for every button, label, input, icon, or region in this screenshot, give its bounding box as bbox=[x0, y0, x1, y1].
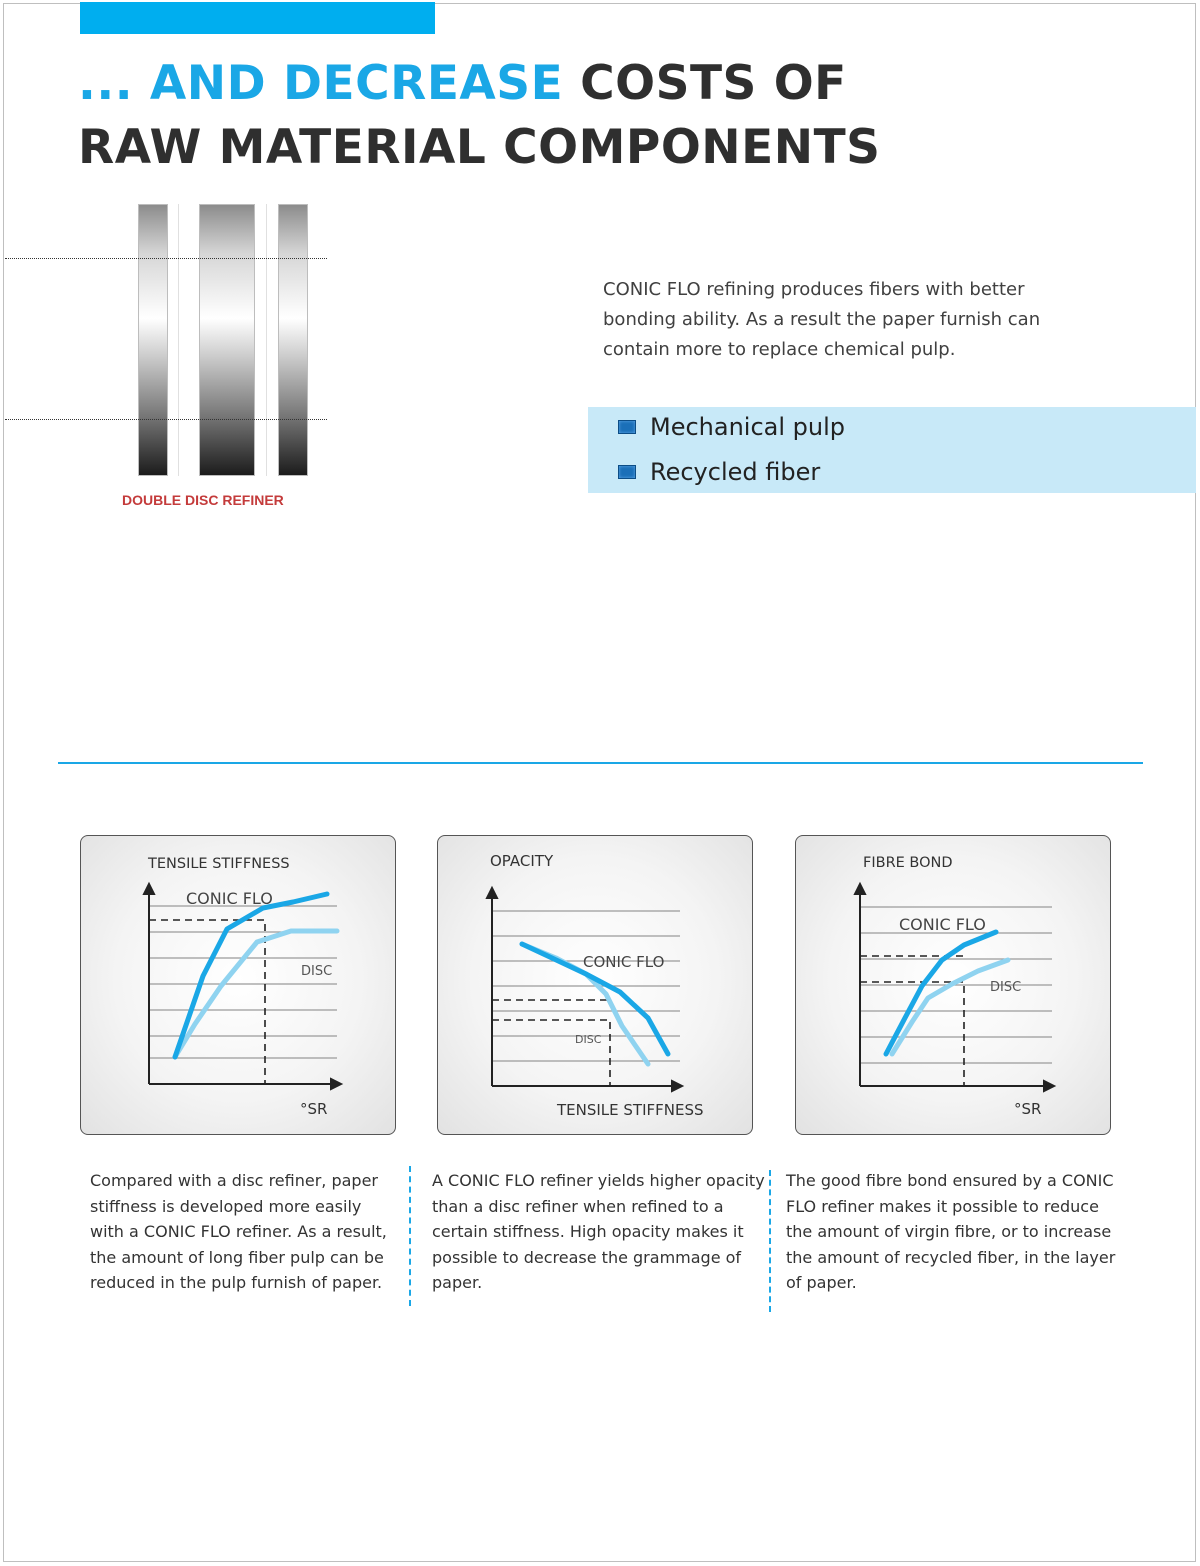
series-label-conic-flo: CONIC FLO bbox=[899, 915, 986, 934]
caption-opacity: A CONIC FLO refiner yields higher opacity than a disc refiner when refined to a certain stiffness. High opacity makes it possible to decrease the grammage of paper. bbox=[432, 1171, 765, 1292]
benefit-label: Mechanical pulp bbox=[650, 413, 846, 441]
dotted-guide-line bbox=[5, 419, 327, 420]
title-rest: COSTS OF bbox=[580, 56, 847, 111]
dashed-column-divider bbox=[409, 1166, 411, 1306]
y-axis-label: TENSILE STIFFNESS bbox=[148, 856, 290, 872]
chart-tensile-stiffness bbox=[80, 835, 396, 1135]
title-accent: ... AND DECREASE bbox=[78, 56, 564, 111]
page-title bbox=[78, 52, 881, 180]
x-axis-label: °SR bbox=[300, 1100, 328, 1118]
benefits-box bbox=[588, 407, 1196, 493]
refiner-gap-line bbox=[266, 204, 267, 476]
chart-fibre-bond bbox=[795, 835, 1111, 1135]
series-label-conic-flo: CONIC FLO bbox=[583, 953, 665, 971]
dashed-column-divider bbox=[769, 1170, 771, 1312]
dotted-guide-line bbox=[5, 258, 327, 259]
chart-1-svg bbox=[81, 836, 396, 1135]
refiner-gap-line bbox=[178, 204, 179, 476]
intro-paragraph: CONIC FLO refining produces fibers with better bonding ability. As a result the paper furnish can contain more to replace chemical pulp. bbox=[603, 279, 1041, 360]
x-axis-label: °SR bbox=[1014, 1100, 1042, 1118]
y-axis-label: FIBRE BOND bbox=[863, 855, 953, 871]
chart-3-svg bbox=[796, 836, 1111, 1135]
refiner-disc-left bbox=[138, 204, 168, 476]
chart-2-svg bbox=[438, 836, 753, 1135]
blue-square-bullet-icon bbox=[618, 420, 636, 434]
top-accent-bar bbox=[80, 2, 435, 34]
benefit-label: Recycled fiber bbox=[650, 458, 821, 486]
y-axis-label: OPACITY bbox=[490, 852, 554, 870]
title-line-2: RAW MATERIAL COMPONENTS bbox=[78, 120, 881, 175]
benefit-item bbox=[618, 458, 820, 486]
series-label-disc: DISC bbox=[301, 964, 333, 979]
series-label-disc: DISC bbox=[990, 980, 1022, 995]
chart-opacity bbox=[437, 835, 753, 1135]
caption-fibre-bond: The good fibre bond ensured by a CONIC FLO refiner makes it possible to reduce the amount of virgin fibre, or to increase the amount of recycled fiber, in the layer of paper. bbox=[786, 1171, 1116, 1292]
series-label-conic-flo: CONIC FLO bbox=[186, 889, 273, 908]
refiner-label: DOUBLE DISC REFINER bbox=[122, 492, 284, 508]
double-disc-refiner-illustration bbox=[0, 200, 340, 520]
benefit-item bbox=[618, 413, 845, 441]
x-axis-label: TENSILE STIFFNESS bbox=[557, 1101, 704, 1119]
series-label-disc: DISC bbox=[575, 1033, 602, 1046]
section-divider bbox=[58, 762, 1143, 764]
refiner-disc-center bbox=[199, 204, 255, 476]
refiner-disc-right bbox=[278, 204, 308, 476]
chart-reference-lines bbox=[149, 920, 265, 1084]
blue-square-bullet-icon bbox=[618, 465, 636, 479]
caption-tensile-stiffness: Compared with a disc refiner, paper stiffness is developed more easily with a CONIC FLO refiner. As a result, the amount of long fiber pulp can be reduced in the pulp furnish of paper. bbox=[90, 1171, 387, 1292]
